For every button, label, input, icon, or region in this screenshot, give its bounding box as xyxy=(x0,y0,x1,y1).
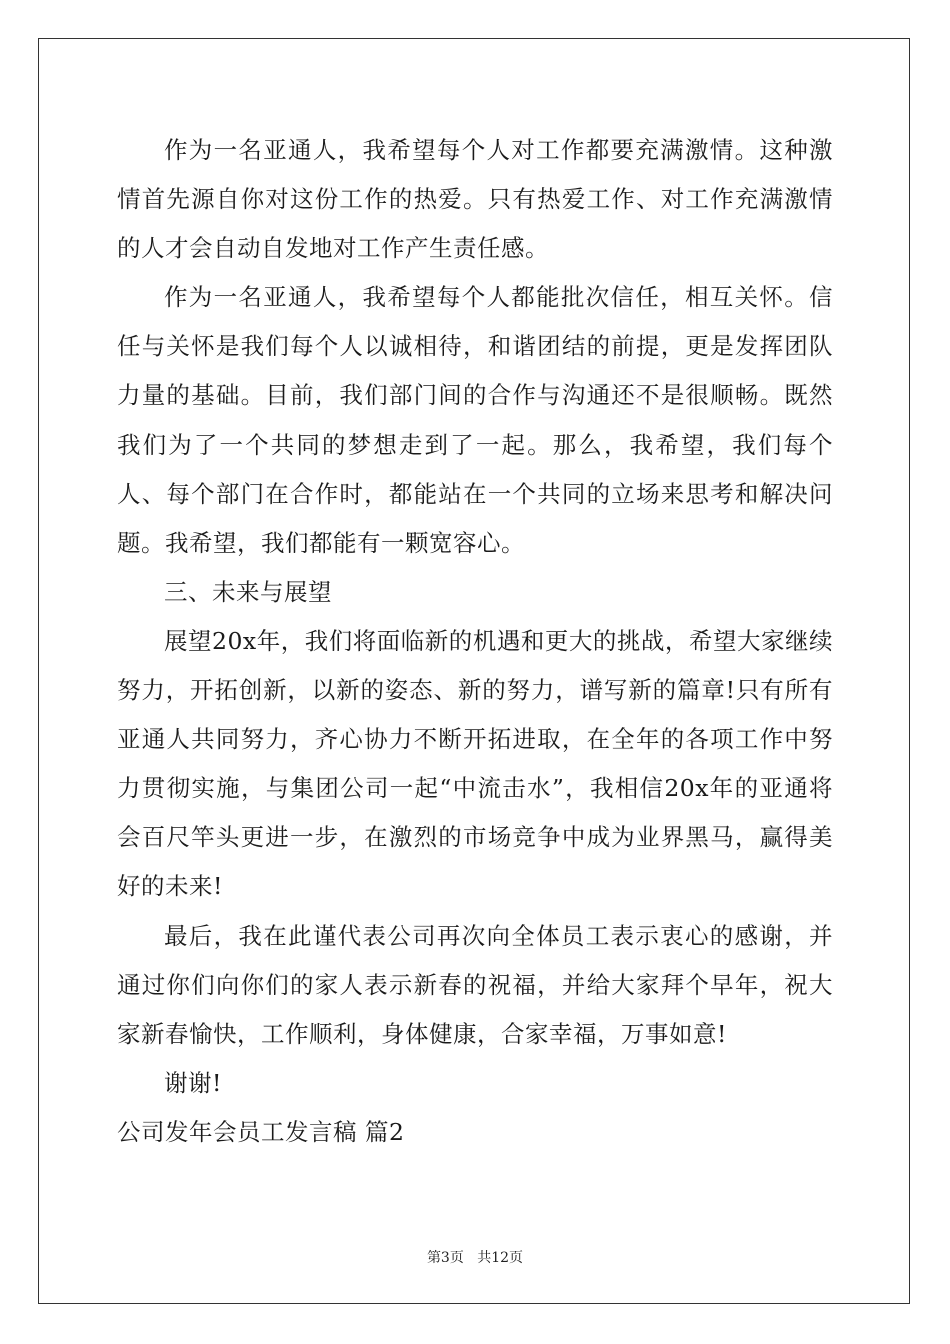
closing-line: 谢谢! xyxy=(164,1068,222,1097)
document-body xyxy=(117,126,833,1157)
paragraph: 作为一名亚通人，我希望每个人都能批次信任，相互关怀。信任与关怀是我们每个人以诚相待，和谐团结的前提，更是发挥团队力量的基础。目前，我们部门间的合作与沟通还不是很顺畅。既然我们为了一个共同的梦想走到了一起。那么，我希望，我们每个人、每个部门在合作时，都能站在一个共同的立场来思考和解决问题。我希望，我们都能有一颗宽容心。 xyxy=(117,283,833,557)
footer-gap xyxy=(464,1250,477,1266)
next-section-title: 公司发年会员工发言稿 篇2 xyxy=(117,1117,405,1146)
section-heading: 三、未来与展望 xyxy=(164,577,332,606)
paragraph: 展望20x年，我们将面临新的机遇和更大的挑战，希望大家继续努力，开拓创新，以新的姿态、新的努力，谱写新的篇章!只有所有亚通人共同努力，齐心协力不断开拓进取，在全年的各项工作中努力贯彻实施，与集团公司一起“中流击水”，我相信20x年的亚通将会百尺竿头更进一步，在激烈的市场竞争中成为业界黑马，赢得美好的未来! xyxy=(117,626,833,901)
page-number: 第3页 xyxy=(426,1250,464,1266)
paragraph: 作为一名亚通人，我希望每个人对工作都要充满激情。这种激情首先源自你对这份工作的热爱。只有热爱工作、对工作充满激情的人才会自动自发地对工作产生责任感。 xyxy=(117,136,833,263)
paragraph: 最后，我在此谨代表公司再次向全体员工表示衷心的感谢，并通过你们向你们的家人表示新春的祝福，并给大家拜个早年，祝大家新春愉快，工作顺利，身体健康，合家幸福，万事如意! xyxy=(117,921,833,1048)
page-total: 共12页 xyxy=(477,1250,524,1266)
page-footer xyxy=(0,1247,950,1267)
